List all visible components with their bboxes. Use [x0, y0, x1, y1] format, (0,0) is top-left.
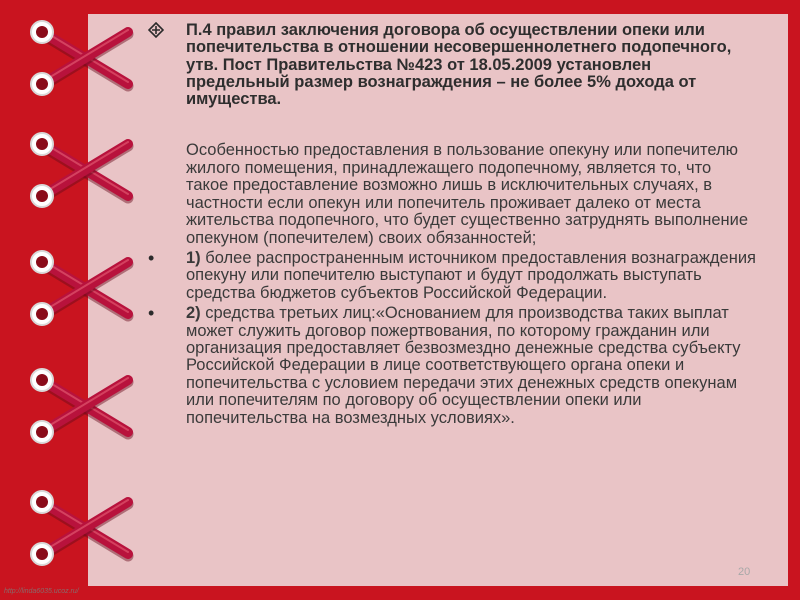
paragraph-1 [148, 22, 758, 108]
diamond-cross-icon [148, 22, 174, 42]
lace-cross-3 [31, 251, 128, 325]
paragraph-3 [148, 247, 758, 302]
paragraph-2 [148, 142, 758, 246]
slide-content [148, 22, 758, 562]
lace-cross-5 [31, 491, 128, 565]
bullet-marker: • [148, 247, 155, 268]
paragraph-3-text: более распространенным источником предоставления вознаграждения опекуну или попечителю выступают и будут продолжать выступать средства бюджетов субъектов Российской Федерации. [186, 248, 756, 302]
paragraph-1-text: П.4 правил заключения договора об осуществлении опеки или попечительства в отношении несовершеннолетнего подопечного, утв. Пост Правительства №423 от 18.05.2009 установлен предельный размер вознаграждения – не более 5% дохода от имущества. [186, 21, 732, 109]
lace-cross-2 [31, 133, 128, 207]
paragraph-4 [148, 305, 758, 427]
item-number: 2) [186, 304, 201, 323]
bullet-marker: • [148, 303, 155, 324]
paragraph-4-text: средства третьих лиц:«Основанием для производства таких выплат может служить договор пожертвования, по которому гражданин или организация предоставляет безвозмездно денежные средства субъекту Российской Федерации в лице соответствующего органа опеки и попечительства с условием передачи этих денежных средств опекунам или попечителям по договору об осуществлении опеки или попечительства на возмездных условиях». [186, 304, 741, 427]
paragraph-4-text-block [186, 305, 758, 427]
credit-watermark: http://linda6035.ucoz.ru/ [4, 588, 79, 595]
item-number: 1) [186, 248, 201, 267]
lace-cross-1 [31, 21, 128, 95]
lace-cross-4 [31, 369, 128, 443]
lace-decoration [0, 0, 140, 600]
paragraph-2-text: Особенностью предоставления в пользование опекуну или попечителю жилого помещения, принадлежащего подопечному, является то, что такое предоставление возможно лишь в исключительных случаях, в частности если опекун или попечитель проживает далеко от места жительства подопечного, что будет существенно затруднять выполнение опекуном (попечителем) своих обязанностей; [186, 141, 748, 247]
paragraph-3-text-block [186, 250, 758, 302]
page-number: 20 [738, 566, 751, 578]
